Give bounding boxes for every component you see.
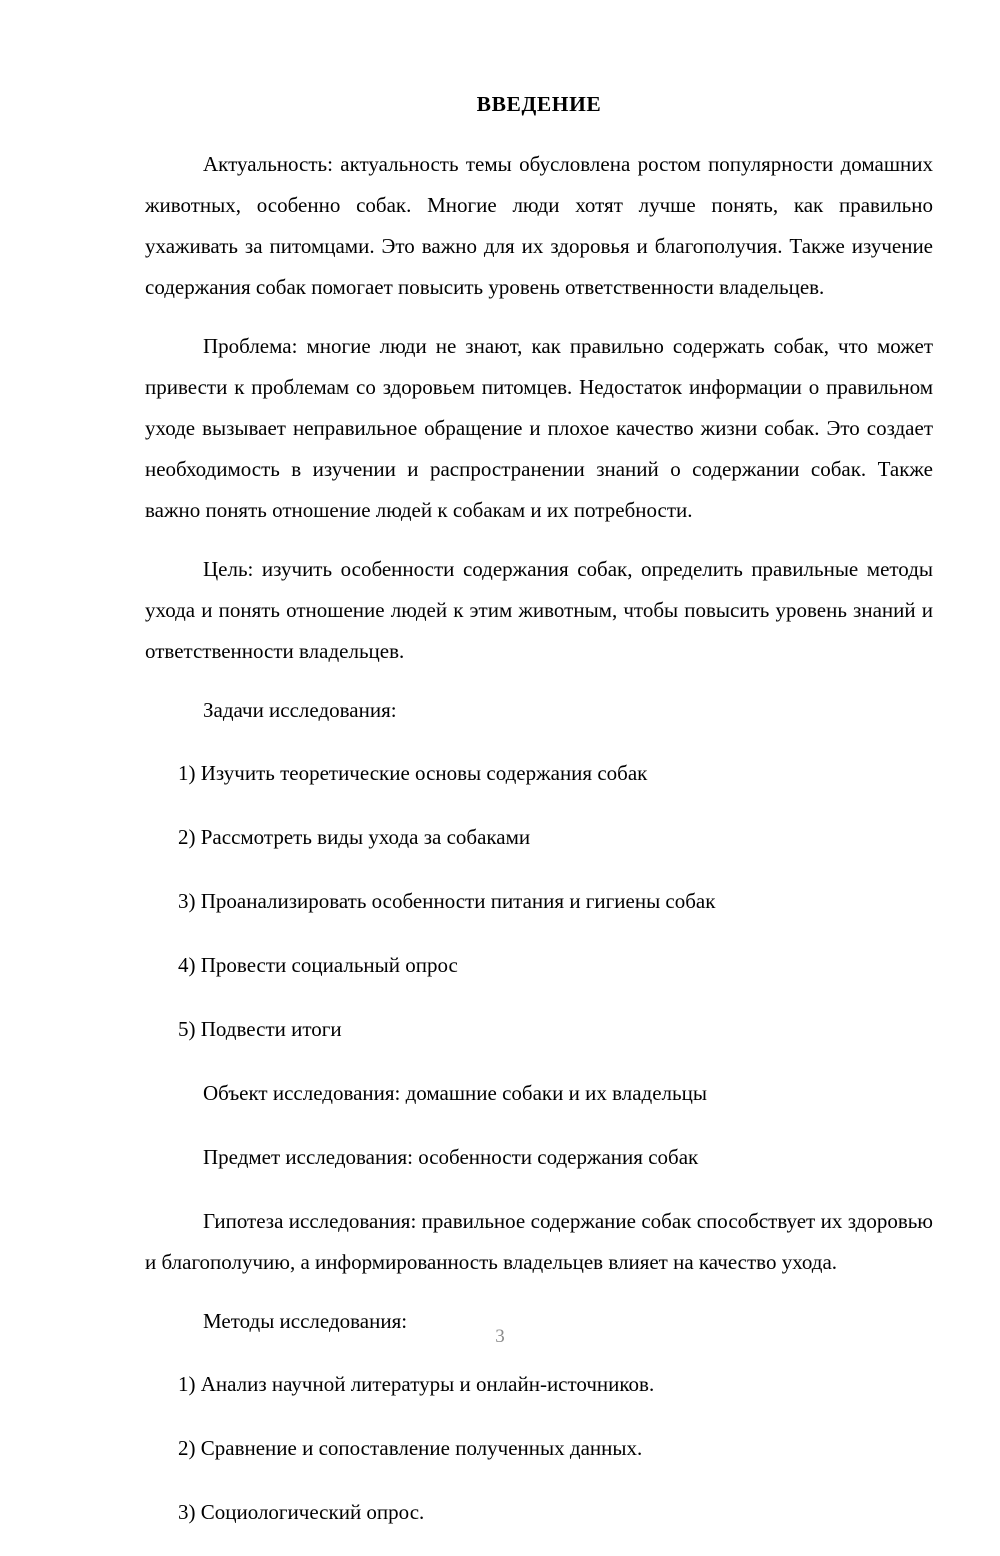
list-item: 1) Изучить теоретические основы содержания собак xyxy=(178,760,648,785)
subject-of-study: Предмет исследования: особенности содержания собак xyxy=(203,1144,699,1169)
tasks-label: Задачи исследования: xyxy=(203,697,397,722)
list-item: 5) Подвести итоги xyxy=(178,1016,342,1041)
methods-label: Методы исследования: xyxy=(203,1308,408,1333)
list-item: 2) Сравнение и сопоставление полученных данных. xyxy=(178,1435,643,1460)
page-number: 3 xyxy=(495,1326,505,1347)
list-item: 3) Социологический опрос. xyxy=(178,1499,425,1524)
list-item: 3) Проанализировать особенности питания и гигиены собак xyxy=(178,888,716,913)
page-title: ВВЕДЕНИЕ xyxy=(476,92,602,116)
object-of-study: Объект исследования: домашние собаки и их владельцы xyxy=(203,1080,707,1105)
list-item: 2) Рассмотреть виды ухода за собаками xyxy=(178,824,531,849)
list-item: 4) Провести социальный опрос xyxy=(178,952,458,977)
paragraph-hypothesis: Гипотеза исследования: правильное содержание собак способствует их здоровью и благополучию, а информированность владельцев влияет на качество ухода. xyxy=(145,1208,933,1274)
paragraph-relevance: Актуальность: актуальность темы обусловлена ростом популярности домашних животных, особенно собак. Многие люди хотят лучше понять, как правильно ухаживать за питомцами. Это важно для их здоровья и благополучия. Также изучение содержания собак помогает повысить уровень ответственности владельцев. xyxy=(145,151,933,299)
paragraph-goal: Цель: изучить особенности содержания собак, определить правильные методы ухода и понять отношение людей к этим животным, чтобы повысить уровень знаний и ответственности владельцев. xyxy=(145,556,933,663)
list-item: 1) Анализ научной литературы и онлайн-источников. xyxy=(178,1371,655,1396)
paragraph-problem: Проблема: многие люди не знают, как правильно содержать собак, что может привести к проблемам со здоровьем питомцев. Недостаток информации о правильном уходе вызывает неправильное обращение и плохое качество жизни собак. Это создает необходимость в изучении и распространении знаний о содержании собак. Также важно понять отношение людей к собакам и их потребности. xyxy=(145,333,933,522)
